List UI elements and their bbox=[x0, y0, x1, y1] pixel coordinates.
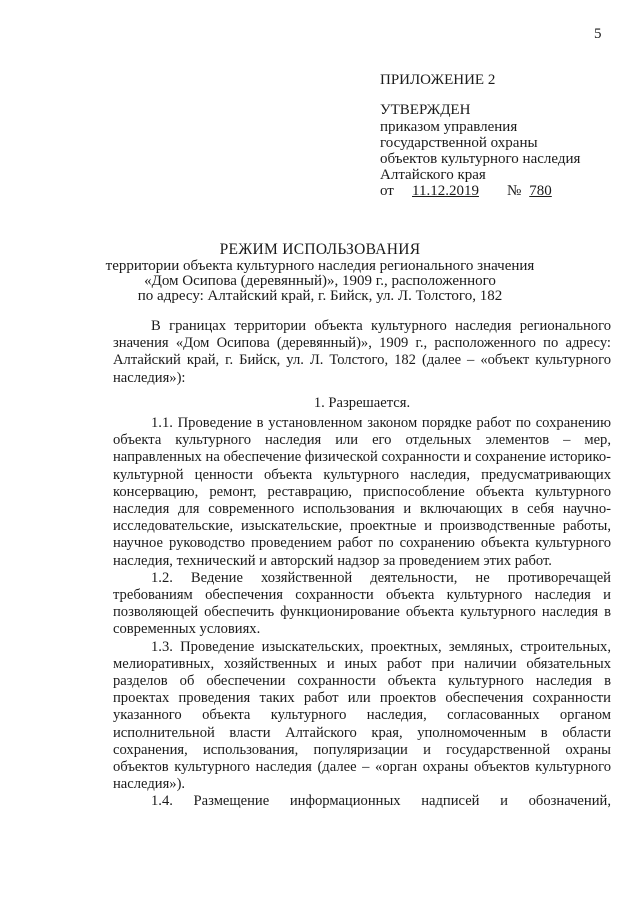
title-line: территории объекта культурного наследия регионального значения bbox=[105, 258, 535, 274]
approval-line: Алтайского края bbox=[380, 167, 486, 183]
number-label: № bbox=[506, 183, 522, 199]
approval-block bbox=[380, 72, 580, 199]
order-number: 780 bbox=[529, 183, 552, 199]
approved-label: УТВЕРЖДЕН bbox=[380, 102, 471, 118]
title-line: «Дом Осипова (деревянный)», 1909 г., расположенного bbox=[144, 273, 496, 289]
from-label: от bbox=[380, 183, 394, 199]
clause-1-1: 1.1. Проведение в установленном законом порядке работ по сохранению объекта культурного наследия или его отдельных элементов – мер, направленных на обеспечение физической сохранности и сохранение историко-культурной ценности объекта культурного наследия, предусматривающих консервацию, ремонт, реставрацию, приспособление объекта культурного наследия для современного использования и включающих в себя научно-исследовательские, изыскательские, проектные и производственные работы, научное руководство проведением работ по сохранению объекта культурного наследия, технический и авторский надзор за проведением этих работ. bbox=[113, 415, 611, 569]
approval-line: государственной охраны bbox=[380, 135, 538, 151]
clause-1-4: 1.4. Размещение информационных надписей и обозначений, bbox=[151, 793, 611, 810]
title-line: по адресу: Алтайский край, г. Бийск, ул. Л. Толстого, 182 bbox=[137, 288, 503, 304]
title-heading: РЕЖИМ ИСПОЛЬЗОВАНИЯ bbox=[219, 241, 421, 258]
clause-1-3: 1.3. Проведение изыскательских, проектных, земляных, строительных, мелиоративных, хозяйственных и иных работ при наличии обязательных разделов об обеспечении сохранности объекта культурного наследия в проектах проведения таких работ или проектов обеспечения сохранности указанного объекта культурного наследия, согласованных органом исполнительной власти Алтайского края, уполномоченным в области сохранения, использования, популяризации и государственной охраны объектов культурного наследия (далее – «орган охраны объектов культурного наследия»). bbox=[113, 638, 611, 793]
approval-line: приказом управления bbox=[380, 119, 518, 135]
page-number: 5 bbox=[594, 26, 602, 42]
approval-line: объектов культурного наследия bbox=[380, 151, 581, 167]
intro-paragraph: В границах территории объекта культурного наследия регионального значения «Дом Осипова (деревянный)», 1909 г., расположенного по адресу: Алтайский край, г. Бийск, ул. Л. Толстого, 182 (далее – «объект культурного наследия»): bbox=[113, 318, 611, 386]
document-title bbox=[0, 242, 640, 304]
order-date-number bbox=[380, 183, 580, 199]
document-body bbox=[113, 318, 611, 811]
order-date: 11.12.2019 bbox=[412, 183, 479, 199]
annex-label: ПРИЛОЖЕНИЕ 2 bbox=[380, 72, 496, 88]
section-heading: 1. Разрешается. bbox=[313, 394, 411, 411]
clause-1-2: 1.2. Ведение хозяйственной деятельности, не противоречащей требованиям обеспечения сохранности объекта культурного наследия и позволяющей обеспечить функционирование объекта культурного наследия в современных условиях. bbox=[113, 569, 611, 638]
